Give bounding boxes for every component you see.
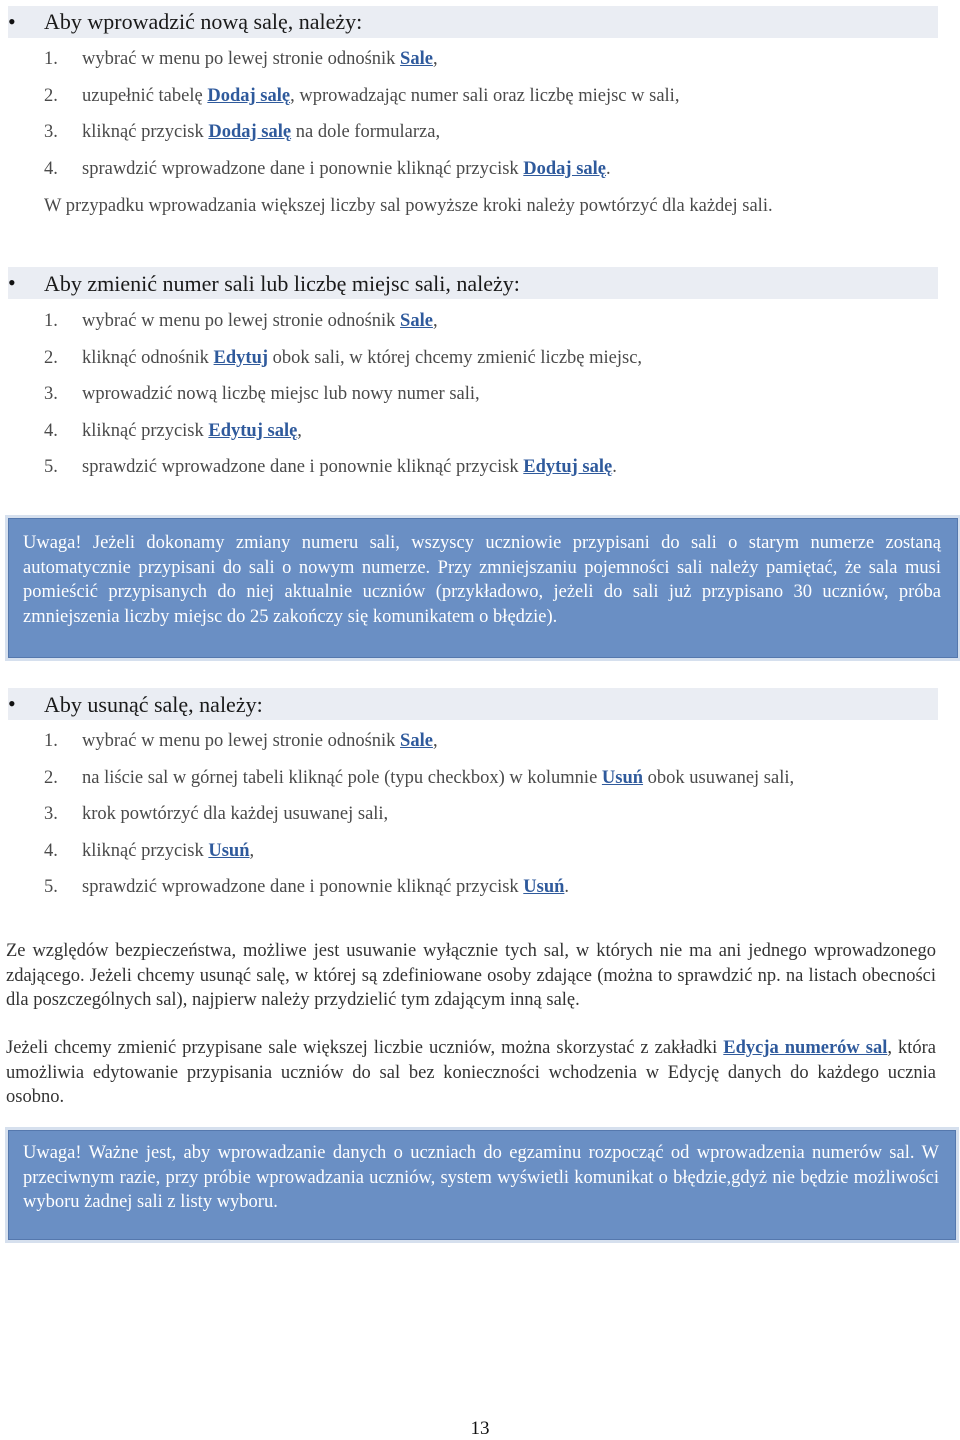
section3-heading: Aby usunąć salę, należy: <box>44 692 263 717</box>
list-item-text: wybrać w menu po lewej stronie odnośnik <box>82 731 401 751</box>
list-item <box>44 731 438 752</box>
list-item-number: 3. <box>44 384 58 404</box>
list-item-text: obok sali, w której chcemy zmienić liczbę miejsc, <box>268 347 643 368</box>
list-item <box>44 159 611 180</box>
list-item-text: kliknąć przycisk <box>82 420 209 441</box>
list-item-text: , <box>432 731 438 751</box>
bullet-icon: • <box>8 691 16 716</box>
list-item-text: kliknąć przycisk <box>82 122 209 142</box>
list-item-text: . <box>606 158 611 179</box>
list-item-text: na dole formularza, <box>291 122 441 142</box>
list-item <box>44 384 480 405</box>
link-sale[interactable]: Sale <box>400 49 433 69</box>
list-item-number: 5. <box>44 877 58 897</box>
link-usuń[interactable]: Usuń <box>523 877 565 897</box>
link-dodaj-salę[interactable]: Dodaj salę <box>208 122 292 142</box>
link-edytuj-salę[interactable]: Edytuj salę <box>208 420 298 441</box>
paragraph-bulk-edit-before: Jeżeli chcemy zmienić przypisane sale większej liczbie uczniów, można skorzystać z zakładki <box>6 1038 724 1058</box>
list-item <box>44 311 438 332</box>
list-item-text: , <box>432 49 438 69</box>
list-item-text: wybrać w menu po lewej stronie odnośnik <box>82 49 401 69</box>
list-item-number: 2. <box>44 347 58 368</box>
list-item-text: wybrać w menu po lewej stronie odnośnik <box>82 311 401 331</box>
list-item-number: 2. <box>44 767 58 788</box>
list-item-text: sprawdzić wprowadzone dane i ponownie kliknąć przycisk <box>82 457 524 477</box>
paragraph-security: Ze względów bezpieczeństwa, możliwe jest usuwanie wyłącznie tych sal, w których nie ma ani jednego wprowadzonego zdającego. Jeżeli chcemy usunąć salę, w której są zdefiniowane osoby zdające (można to sprawdzić np. na listach obecności dla poszczególnych sal), najpierw należy przydzielić tym zdającym inną salę. <box>6 941 936 1010</box>
list-item-number: 1. <box>44 731 58 751</box>
list-item-text: kliknąć odnośnik <box>82 347 214 368</box>
link-sale[interactable]: Sale <box>400 731 433 751</box>
link-dodaj-salę[interactable]: Dodaj salę <box>207 85 291 106</box>
list-item-number: 3. <box>44 122 58 142</box>
list-item-number: 5. <box>44 457 58 477</box>
section1-heading: Aby wprowadzić nową salę, należy: <box>44 9 363 34</box>
warning-box-order <box>8 1130 956 1240</box>
link-usuń[interactable]: Usuń <box>208 840 250 861</box>
page-number: 13 <box>470 1418 490 1439</box>
list-item-number: 1. <box>44 49 58 69</box>
section2-heading: Aby zmienić numer sali lub liczbę miejsc sali, należy: <box>44 271 520 296</box>
list-item-text: . <box>612 457 617 477</box>
list-item-text: uzupełnić tabelę <box>82 85 208 106</box>
paragraph-bulk-edit-after: , która umożliwia edytowanie przypisania uczniów do sal bez konieczności wchodzenia w Edycję danych do każdego ucznia osobno. <box>6 1038 936 1107</box>
list-item <box>44 457 617 478</box>
link-edycja-numerow-sal[interactable]: Edycja numerów sal <box>723 1038 888 1058</box>
list-item-text: , <box>432 311 438 331</box>
list-item <box>44 122 440 143</box>
list-item-text: na liście sal w górnej tabeli kliknąć pole (typu checkbox) w kolumnie <box>82 767 602 788</box>
warning-box-rename <box>8 518 958 658</box>
list-item <box>44 804 388 825</box>
list-item <box>44 86 679 107</box>
list-item-text: obok usuwanej sali, <box>643 767 795 788</box>
list-item-number: 2. <box>44 85 58 106</box>
list-item-number: 4. <box>44 840 58 861</box>
list-item <box>44 877 569 898</box>
list-item-number: 3. <box>44 804 58 824</box>
list-item <box>44 421 302 442</box>
list-item-text: . <box>564 877 570 897</box>
list-item-text: kliknąć przycisk <box>82 840 209 861</box>
list-item-text: wprowadzić nową liczbę miejsc lub nowy numer sali, <box>82 384 480 404</box>
link-edytuj-salę[interactable]: Edytuj salę <box>523 457 613 477</box>
warning-text-order: Uwaga! Ważne jest, aby wprowadzanie danych o uczniach do egzaminu rozpocząć od wprowadzenia numerów sal. W przeciwnym razie, przy próbie wprowadzania uczniów, system wyświetli komunikat o błędzie,gdyż nie będzie możliwości wyboru żadnej sali z listy wyboru. <box>23 1143 939 1212</box>
warning-text-rename: Uwaga! Jeżeli dokonamy zmiany numeru sali, wszyscy uczniowie przypisani do sali o starym numerze zostaną automatycznie przypisani do sali o nowym numerze. Przy zmniejszaniu pojemności sali należy pamiętać, że sala musi pomieścić przypisanych do niej aktualnie uczniów (przykładowo, jeżeli do sali już przypisano 30 uczniów, próba zmniejszenia liczby miejsc do 25 zakończy się komunikatem o błędzie). <box>23 533 941 627</box>
list-item <box>44 49 438 70</box>
paragraph-bulk-edit <box>6 1036 936 1110</box>
list-item-number: 1. <box>44 311 58 331</box>
list-item-text: , wprowadzając numer sali oraz liczbę miejsc w sali, <box>290 85 680 106</box>
list-item <box>44 841 254 862</box>
list-item-number: 4. <box>44 158 58 179</box>
list-item-text: sprawdzić wprowadzone dane i ponownie kliknąć przycisk <box>82 877 524 897</box>
list-item-text: , <box>249 840 255 861</box>
list-item-text: sprawdzić wprowadzone dane i ponownie kliknąć przycisk <box>82 158 524 179</box>
link-sale[interactable]: Sale <box>400 311 433 331</box>
list-item-text: krok powtórzyć dla każdej usuwanej sali, <box>82 804 389 824</box>
bullet-icon: • <box>8 270 16 295</box>
link-dodaj-salę[interactable]: Dodaj salę <box>523 158 607 179</box>
list-item-text: , <box>297 420 302 441</box>
link-usuń[interactable]: Usuń <box>601 767 644 788</box>
list-item <box>44 768 794 789</box>
list-item-number: 4. <box>44 420 58 441</box>
section1-note: W przypadku wprowadzania większej liczby sal powyższe kroki należy powtórzyć dla każdej sali. <box>44 196 773 216</box>
list-item <box>44 348 642 369</box>
bullet-icon: • <box>8 9 16 34</box>
link-edytuj[interactable]: Edytuj <box>213 347 269 368</box>
